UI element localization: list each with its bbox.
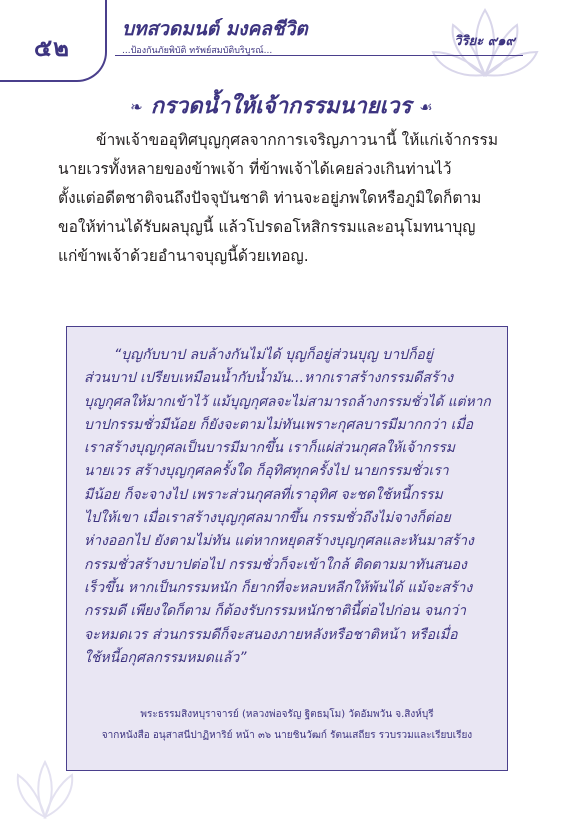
edition-label: วิริยะ ๙๑๙ [454,34,515,49]
section-title [0,88,563,123]
book-subtitle: ...ป้องกันภัยพิบัติ ทรัพย์สมบัติบริบูรณ์... [122,46,273,56]
book-title: บทสวดมนต์ มงคลชีวิต [122,18,308,40]
prayer-line: นายเวรทั้งหลายของข้าพเจ้า ที่ข้าพเจ้าได้เคยล่วงเกินท่านไว้ [58,160,452,178]
ornament-left-icon: ❧ [130,98,143,116]
prayer-line: ขอให้ท่านได้รับผลบุญนี้ แล้วโปรดอโหสิกรรมและอนุโมทนาบุญ [58,218,476,236]
ornament-right-icon: ☙ [419,98,433,116]
attribution-author: พระธรรมสิงหบุราจารย์ (หลวงพ่อจรัญ ฐิตธมฺโม) วัดอัมพวัน จ.สิงห์บุรี [140,709,434,720]
page-number: ๕๒ [34,34,70,62]
quote-line: กรรมชั่วสร้างบาปต่อไป กรรมชั่วก็จะเข้าใกล้ ติดตามมาทันสนอง [84,556,467,573]
header-divider [115,55,523,56]
quote-line: ส่วนบาป เปรียบเหมือนน้ำกับน้ำมัน...หากเราสร้างกรรมดีสร้าง [84,370,454,387]
quote-line: บุญกุศลให้มากเข้าไว้ แม้บุญกุศลจะไม่สามารถล้างกรรมชั่วได้ แต่หาก [84,393,491,410]
quote-line: ใช้หนี้อกุศลกรรมหมดแล้ว” [84,649,247,666]
prayer-text [58,126,520,271]
prayer-line: ตั้งแต่อดีตชาติจนถึงปัจจุบันชาติ ท่านจะอยู่ภพใดหรือภูมิใดก็ตาม [58,189,482,207]
prayer-line: ข้าพเจ้าขออุทิศบุญกุศลจากการเจริญภาวนานี้ ให้แก่เจ้ากรรม [96,131,499,149]
section-title-text: กรวดน้ำให้เจ้ากรรมนายเวร [150,94,412,119]
quote-line: ไปให้เขา เมื่อเราสร้างบุญกุศลมากขึ้น กรรมชั่วถึงไม่จางก็ต่อย [84,510,451,527]
attribution-source: จากหนังสือ อนุสาสนีปาฏิหาริย์ หน้า ๓๖ นายชินวัฒก์ รัตนเสถียร รวบรวมและเรียบเรียง [101,730,473,741]
prayer-line: แก่ข้าพเจ้าด้วยอำนาจบุญนี้ด้วยเทอญ. [58,247,309,265]
quote-line: จะหมดเวร ส่วนกรรมดีก็จะสนองภายหลังหรือชาติหน้า หรือเมื่อ [84,626,458,643]
quote-text [84,344,494,670]
quote-line: นายเวร สร้างบุญกุศลครั้งใด ก็อุทิศทุกครั้งไป นายกรรมชั่วเรา [84,463,449,480]
quote-line: เราสร้างบุญกุศลเป็นบารมีมากขึ้น เราก็แผ่ส่วนกุศลให้เจ้ากรรม [84,440,456,457]
quote-line: มีน้อย ก็จะจางไป เพราะส่วนกุศลที่เราอุทิศ จะชดใช้หนี้กรรม [84,486,443,503]
quote-line: “บุญกับบาป ลบล้างกันไม่ได้ บุญก็อยู่ส่วนบุญ บาปก็อยู่ [114,347,434,363]
quote-line: บาปกรรมชั่วมีน้อย ก็ยังจะตามไม่ทันเพราะกุศลบารมีมากกว่า เมื่อ [84,416,474,433]
quote-line: เร็วขึ้น หากเป็นกรรมหนัก ก็ยากที่จะหลบหลีกให้พ้นได้ แม้จะสร้าง [84,579,473,596]
quote-line: กรรมดี เพียงใดก็ตาม ก็ต้องรับกรรมหนักชาตินี้ต่อไปก่อน จนกว่า [84,603,466,620]
quote-line: ห่างออกไป ยังตามไม่ทัน แต่หากหยุดสร้างบุญกุศลและหันมาสร้าง [84,533,474,550]
